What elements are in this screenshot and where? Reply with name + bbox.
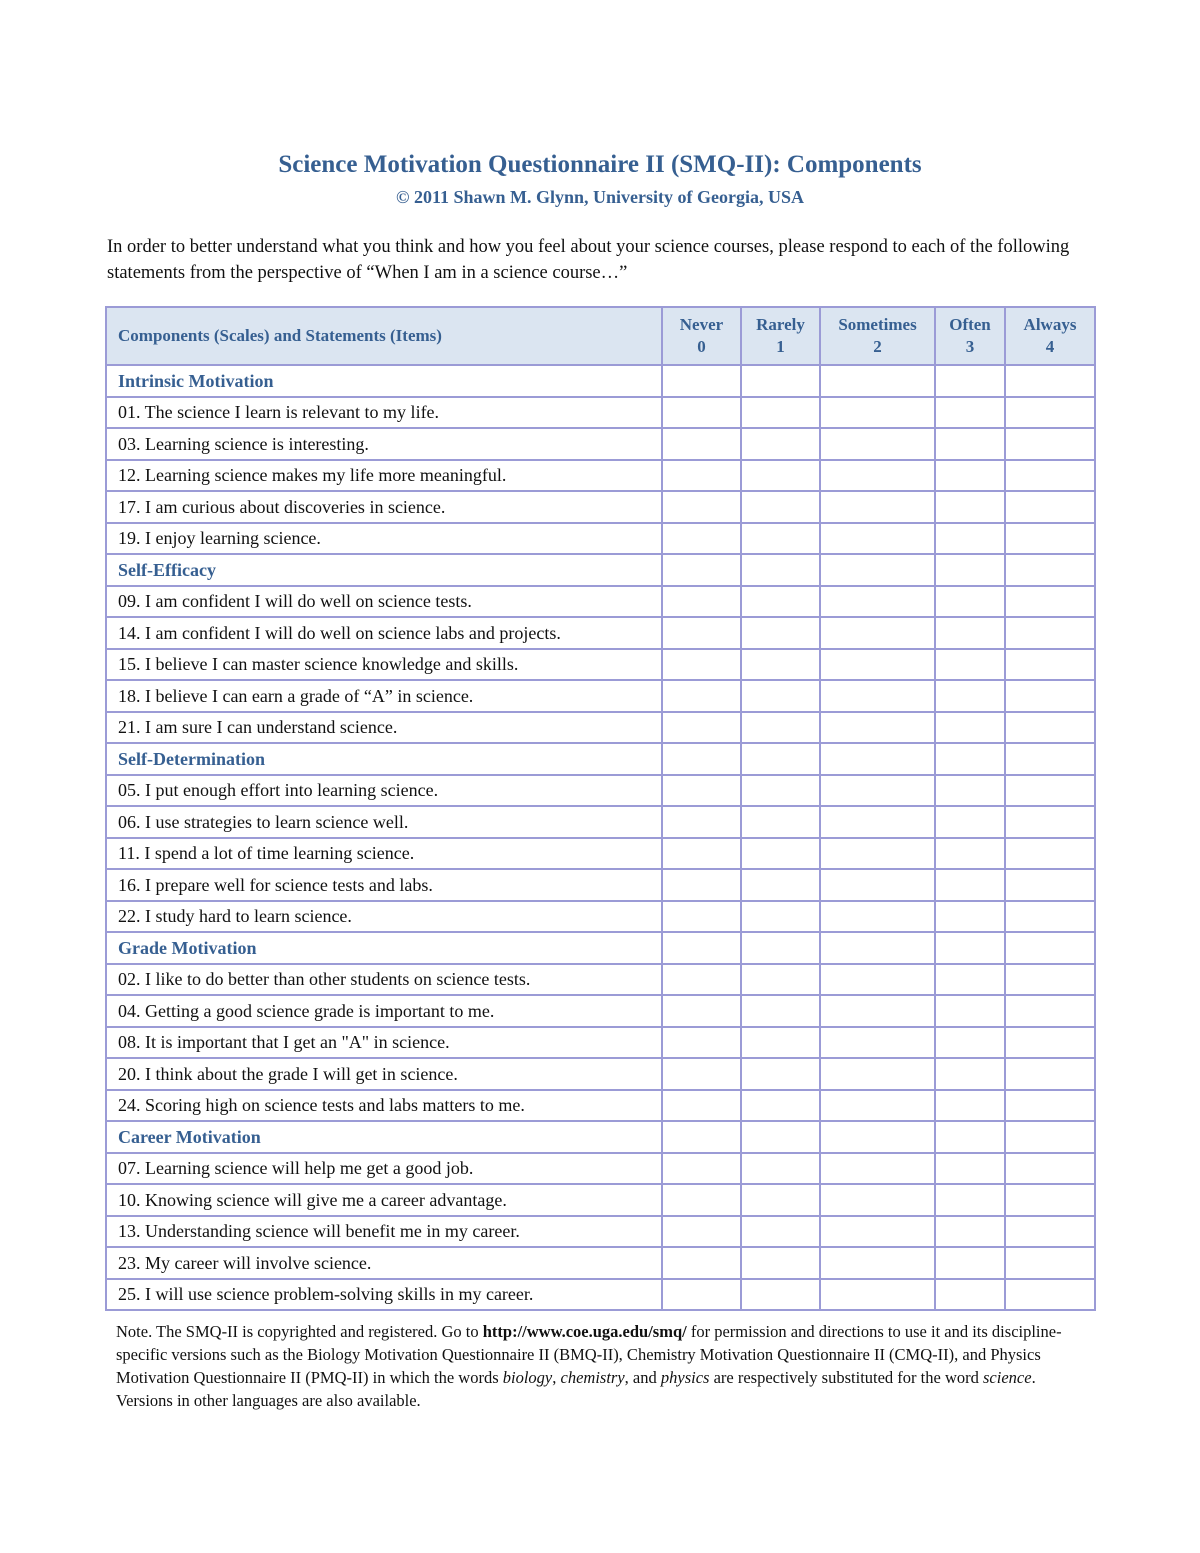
response-cell-sometimes[interactable]	[820, 1090, 935, 1122]
response-cell-always[interactable]	[1005, 1153, 1095, 1185]
response-cell-never[interactable]	[662, 1216, 741, 1248]
response-cell-never[interactable]	[662, 712, 741, 744]
note-italic-word: chemistry	[560, 1368, 625, 1387]
response-cell-often[interactable]	[935, 775, 1005, 807]
response-cell-sometimes[interactable]	[820, 995, 935, 1027]
statement-text: 18. I believe I can earn a grade of “A” in science.	[106, 680, 662, 712]
scale-label: Sometimes	[838, 315, 917, 334]
response-cell-sometimes[interactable]	[820, 1247, 935, 1279]
response-cell-rarely[interactable]	[741, 428, 820, 460]
statement-text: 08. It is important that I get an "A" in science.	[106, 1027, 662, 1059]
response-cell-often[interactable]	[935, 649, 1005, 681]
response-cell-always[interactable]	[1005, 649, 1095, 681]
response-cell-always[interactable]	[1005, 1058, 1095, 1090]
response-cell-never[interactable]	[662, 1090, 741, 1122]
response-cell-rarely[interactable]	[741, 964, 820, 996]
response-cell-sometimes[interactable]	[820, 712, 935, 744]
response-cell-always[interactable]	[1005, 1247, 1095, 1279]
statement-text: 10. Knowing science will give me a career advantage.	[106, 1184, 662, 1216]
response-cell-always[interactable]	[1005, 460, 1095, 492]
response-cell-never[interactable]	[662, 995, 741, 1027]
response-cell-sometimes[interactable]	[820, 428, 935, 460]
statement-text: 02. I like to do better than other students on science tests.	[106, 964, 662, 996]
table-row	[106, 1027, 1095, 1059]
response-cell-always[interactable]	[1005, 869, 1095, 901]
table-row	[106, 775, 1095, 807]
table-row	[106, 964, 1095, 996]
table-row	[106, 995, 1095, 1027]
statement-text: 20. I think about the grade I will get in science.	[106, 1058, 662, 1090]
response-cell-rarely[interactable]	[741, 712, 820, 744]
component-heading: Self-Determination	[106, 743, 662, 775]
response-cell-rarely[interactable]	[741, 523, 820, 555]
response-cell-always[interactable]	[1005, 806, 1095, 838]
response-cell-sometimes[interactable]	[820, 869, 935, 901]
response-cell-never[interactable]	[662, 1184, 741, 1216]
response-cell-often[interactable]	[935, 869, 1005, 901]
response-cell-always[interactable]	[1005, 491, 1095, 523]
response-cell-rarely[interactable]	[741, 1090, 820, 1122]
scale-value: 1	[776, 337, 785, 356]
response-cell-rarely[interactable]	[741, 995, 820, 1027]
response-cell-often	[935, 932, 1005, 964]
statement-text: 01. The science I learn is relevant to my life.	[106, 397, 662, 429]
response-cell-sometimes[interactable]	[820, 1027, 935, 1059]
table-header-row	[106, 307, 1095, 365]
table-row	[106, 617, 1095, 649]
response-cell-often[interactable]	[935, 491, 1005, 523]
response-cell-always[interactable]	[1005, 1279, 1095, 1311]
statement-text: 16. I prepare well for science tests and labs.	[106, 869, 662, 901]
response-cell-sometimes[interactable]	[820, 838, 935, 870]
response-cell-never[interactable]	[662, 775, 741, 807]
response-cell-rarely[interactable]	[741, 901, 820, 933]
response-cell-rarely[interactable]	[741, 1153, 820, 1185]
table-row	[106, 649, 1095, 681]
response-cell-always[interactable]	[1005, 1027, 1095, 1059]
table-row	[106, 1247, 1095, 1279]
response-cell-sometimes[interactable]	[820, 1058, 935, 1090]
scale-value: 3	[965, 337, 975, 356]
response-cell-never[interactable]	[662, 1279, 741, 1311]
note-text: . Versions in other languages are also available.	[116, 1368, 1036, 1410]
response-cell-never[interactable]	[662, 680, 741, 712]
statement-text: 19. I enjoy learning science.	[106, 523, 662, 555]
response-cell-rarely[interactable]	[741, 1247, 820, 1279]
scale-value: 4	[1045, 337, 1055, 356]
response-cell-often[interactable]	[935, 1027, 1005, 1059]
response-cell-rarely[interactable]	[741, 806, 820, 838]
table-row	[106, 838, 1095, 870]
table-row	[106, 1184, 1095, 1216]
response-cell-always[interactable]	[1005, 712, 1095, 744]
note-italic-word: physics	[660, 1368, 710, 1387]
component-heading: Career Motivation	[106, 1121, 662, 1153]
note-italic-word: science	[983, 1368, 1032, 1387]
scale-label: Often	[949, 315, 991, 334]
response-cell-rarely[interactable]	[741, 617, 820, 649]
response-cell-often[interactable]	[935, 806, 1005, 838]
response-cell-always	[1005, 365, 1095, 397]
table-row	[106, 1153, 1095, 1185]
response-cell-never[interactable]	[662, 1247, 741, 1279]
response-cell-sometimes[interactable]	[820, 775, 935, 807]
component-heading: Grade Motivation	[106, 932, 662, 964]
response-cell-rarely[interactable]	[741, 586, 820, 618]
statement-text: 07. Learning science will help me get a good job.	[106, 1153, 662, 1185]
component-row	[106, 1121, 1095, 1153]
response-cell-always[interactable]	[1005, 1184, 1095, 1216]
permission-link[interactable]: http://www.coe.uga.edu/smq/	[482, 1322, 687, 1341]
note-italic-word: biology	[502, 1368, 553, 1387]
response-cell-rarely	[741, 932, 820, 964]
note-text: , and	[624, 1368, 661, 1387]
response-cell-never[interactable]	[662, 491, 741, 523]
copyright-line: © 2011 Shawn M. Glynn, University of Georgia, USA	[396, 187, 804, 207]
response-cell-never[interactable]	[662, 649, 741, 681]
table-row	[106, 491, 1095, 523]
response-cell-always[interactable]	[1005, 901, 1095, 933]
response-cell-sometimes[interactable]	[820, 1279, 935, 1311]
component-heading: Self-Efficacy	[106, 554, 662, 586]
table-row	[106, 680, 1095, 712]
table-row	[106, 586, 1095, 618]
response-cell-sometimes[interactable]	[820, 649, 935, 681]
response-cell-rarely[interactable]	[741, 491, 820, 523]
scale-value: 2	[873, 337, 882, 356]
response-cell-often[interactable]	[935, 838, 1005, 870]
table-row	[106, 1090, 1095, 1122]
response-cell-often[interactable]	[935, 1279, 1005, 1311]
response-cell-often[interactable]	[935, 586, 1005, 618]
response-cell-rarely[interactable]	[741, 1027, 820, 1059]
response-cell-sometimes[interactable]	[820, 523, 935, 555]
response-cell-never[interactable]	[662, 901, 741, 933]
statement-text: 24. Scoring high on science tests and labs matters to me.	[106, 1090, 662, 1122]
response-cell-sometimes[interactable]	[820, 806, 935, 838]
response-cell-never	[662, 743, 741, 775]
table-row	[106, 712, 1095, 744]
response-cell-never[interactable]	[662, 1153, 741, 1185]
response-cell-never[interactable]	[662, 460, 741, 492]
statement-text: 05. I put enough effort into learning science.	[106, 775, 662, 807]
rarely-column-header	[741, 307, 820, 365]
response-cell-never[interactable]	[662, 838, 741, 870]
response-cell-never[interactable]	[662, 1058, 741, 1090]
response-cell-rarely[interactable]	[741, 1279, 820, 1311]
response-cell-rarely[interactable]	[741, 680, 820, 712]
instructions-paragraph: In order to better understand what you think and how you feel about your science courses, please respond to each of the following statements from the perspective of “When I am in a science course…”	[107, 237, 1070, 283]
response-cell-sometimes[interactable]	[820, 680, 935, 712]
response-cell-sometimes	[820, 1121, 935, 1153]
response-cell-rarely	[741, 554, 820, 586]
response-cell-rarely[interactable]	[741, 775, 820, 807]
response-cell-sometimes[interactable]	[820, 1184, 935, 1216]
table-row	[106, 428, 1095, 460]
always-column-header	[1005, 307, 1095, 365]
response-cell-rarely[interactable]	[741, 869, 820, 901]
response-cell-sometimes	[820, 554, 935, 586]
response-cell-never[interactable]	[662, 586, 741, 618]
response-cell-never[interactable]	[662, 1027, 741, 1059]
response-cell-sometimes[interactable]	[820, 460, 935, 492]
component-row	[106, 743, 1095, 775]
response-cell-often[interactable]	[935, 428, 1005, 460]
response-cell-often	[935, 554, 1005, 586]
response-cell-sometimes	[820, 743, 935, 775]
response-cell-often[interactable]	[935, 680, 1005, 712]
document-title: Science Motivation Questionnaire II (SMQ-II): Components	[278, 151, 922, 178]
response-cell-always[interactable]	[1005, 995, 1095, 1027]
response-cell-often[interactable]	[935, 523, 1005, 555]
often-column-header	[935, 307, 1005, 365]
table-row	[106, 901, 1095, 933]
response-cell-rarely	[741, 1121, 820, 1153]
questionnaire-table	[105, 306, 1096, 1311]
response-cell-never[interactable]	[662, 397, 741, 429]
response-cell-often[interactable]	[935, 1184, 1005, 1216]
response-cell-rarely[interactable]	[741, 1216, 820, 1248]
response-cell-never	[662, 932, 741, 964]
response-cell-often	[935, 365, 1005, 397]
statement-text: 14. I am confident I will do well on science labs and projects.	[106, 617, 662, 649]
response-cell-always[interactable]	[1005, 964, 1095, 996]
response-cell-sometimes	[820, 932, 935, 964]
scale-value: 0	[697, 337, 706, 356]
response-cell-always	[1005, 743, 1095, 775]
response-cell-never[interactable]	[662, 964, 741, 996]
response-cell-always	[1005, 554, 1095, 586]
table-row	[106, 1216, 1095, 1248]
table-row	[106, 397, 1095, 429]
component-row	[106, 554, 1095, 586]
note-text: are respectively substituted for the word	[709, 1368, 983, 1387]
response-cell-always	[1005, 1121, 1095, 1153]
response-cell-often[interactable]	[935, 1216, 1005, 1248]
response-cell-rarely	[741, 743, 820, 775]
response-cell-never[interactable]	[662, 869, 741, 901]
table-row	[106, 523, 1095, 555]
table-row	[106, 460, 1095, 492]
response-cell-often	[935, 1121, 1005, 1153]
response-cell-sometimes[interactable]	[820, 617, 935, 649]
statement-text: 23. My career will involve science.	[106, 1247, 662, 1279]
statement-text: 25. I will use science problem-solving skills in my career.	[106, 1279, 662, 1311]
response-cell-often[interactable]	[935, 964, 1005, 996]
response-cell-sometimes[interactable]	[820, 491, 935, 523]
statement-text: 22. I study hard to learn science.	[106, 901, 662, 933]
components-column-header: Components (Scales) and Statements (Items)	[106, 307, 662, 365]
response-cell-rarely[interactable]	[741, 397, 820, 429]
response-cell-never[interactable]	[662, 806, 741, 838]
response-cell-often	[935, 743, 1005, 775]
component-heading: Intrinsic Motivation	[106, 365, 662, 397]
response-cell-often[interactable]	[935, 1090, 1005, 1122]
statement-text: 09. I am confident I will do well on science tests.	[106, 586, 662, 618]
response-cell-often[interactable]	[935, 460, 1005, 492]
response-cell-always[interactable]	[1005, 1090, 1095, 1122]
note-text: for permission and directions to use it and its discipline-specific versions such as the Biology Motivation Questionnaire II (BMQ-II), Chemistry Motivation Questionnaire II (CMQ-II), and Physics Motivation Questionnaire II (PMQ-II) in which the words	[116, 1322, 1062, 1387]
response-cell-often[interactable]	[935, 712, 1005, 744]
statement-text: 15. I believe I can master science knowledge and skills.	[106, 649, 662, 681]
response-cell-rarely[interactable]	[741, 838, 820, 870]
never-column-header	[662, 307, 741, 365]
statement-text: 12. Learning science makes my life more meaningful.	[106, 460, 662, 492]
response-cell-often[interactable]	[935, 1153, 1005, 1185]
response-cell-never[interactable]	[662, 428, 741, 460]
table-body	[106, 365, 1095, 1310]
response-cell-sometimes	[820, 365, 935, 397]
response-cell-always[interactable]	[1005, 775, 1095, 807]
table-row	[106, 1279, 1095, 1311]
statement-text: 13. Understanding science will benefit me in my career.	[106, 1216, 662, 1248]
response-cell-always[interactable]	[1005, 397, 1095, 429]
response-cell-often[interactable]	[935, 397, 1005, 429]
response-cell-always[interactable]	[1005, 428, 1095, 460]
response-cell-sometimes[interactable]	[820, 586, 935, 618]
scale-label: Always	[1023, 315, 1077, 334]
response-cell-always[interactable]	[1005, 838, 1095, 870]
table-row	[106, 1058, 1095, 1090]
component-row	[106, 932, 1095, 964]
response-cell-rarely[interactable]	[741, 1184, 820, 1216]
scale-label: Never	[679, 315, 724, 334]
response-cell-always[interactable]	[1005, 586, 1095, 618]
response-cell-always	[1005, 932, 1095, 964]
response-cell-often[interactable]	[935, 617, 1005, 649]
response-cell-often[interactable]	[935, 1247, 1005, 1279]
response-cell-often[interactable]	[935, 1058, 1005, 1090]
sometimes-column-header	[820, 307, 935, 365]
response-cell-rarely	[741, 365, 820, 397]
response-cell-never[interactable]	[662, 617, 741, 649]
response-cell-sometimes[interactable]	[820, 901, 935, 933]
response-cell-often[interactable]	[935, 995, 1005, 1027]
response-cell-sometimes[interactable]	[820, 397, 935, 429]
statement-text: 03. Learning science is interesting.	[106, 428, 662, 460]
table-row	[106, 869, 1095, 901]
response-cell-sometimes[interactable]	[820, 1216, 935, 1248]
response-cell-sometimes[interactable]	[820, 1153, 935, 1185]
response-cell-always[interactable]	[1005, 617, 1095, 649]
response-cell-always[interactable]	[1005, 680, 1095, 712]
statement-text: 11. I spend a lot of time learning science.	[106, 838, 662, 870]
response-cell-never	[662, 1121, 741, 1153]
response-cell-sometimes[interactable]	[820, 964, 935, 996]
statement-text: 21. I am sure I can understand science.	[106, 712, 662, 744]
response-cell-rarely[interactable]	[741, 1058, 820, 1090]
response-cell-always[interactable]	[1005, 1216, 1095, 1248]
response-cell-often[interactable]	[935, 901, 1005, 933]
statement-text: 04. Getting a good science grade is important to me.	[106, 995, 662, 1027]
response-cell-rarely[interactable]	[741, 460, 820, 492]
statement-text: 06. I use strategies to learn science well.	[106, 806, 662, 838]
component-row	[106, 365, 1095, 397]
statement-text: 17. I am curious about discoveries in science.	[106, 491, 662, 523]
response-cell-never	[662, 365, 741, 397]
response-cell-always[interactable]	[1005, 523, 1095, 555]
table-row	[106, 806, 1095, 838]
copyright-note	[116, 1320, 1091, 1412]
scale-label: Rarely	[756, 315, 805, 334]
note-text: Note. The SMQ-II is copyrighted and registered. Go to	[116, 1322, 483, 1341]
response-cell-never[interactable]	[662, 523, 741, 555]
response-cell-never	[662, 554, 741, 586]
note-text: ,	[552, 1368, 561, 1387]
response-cell-rarely[interactable]	[741, 649, 820, 681]
